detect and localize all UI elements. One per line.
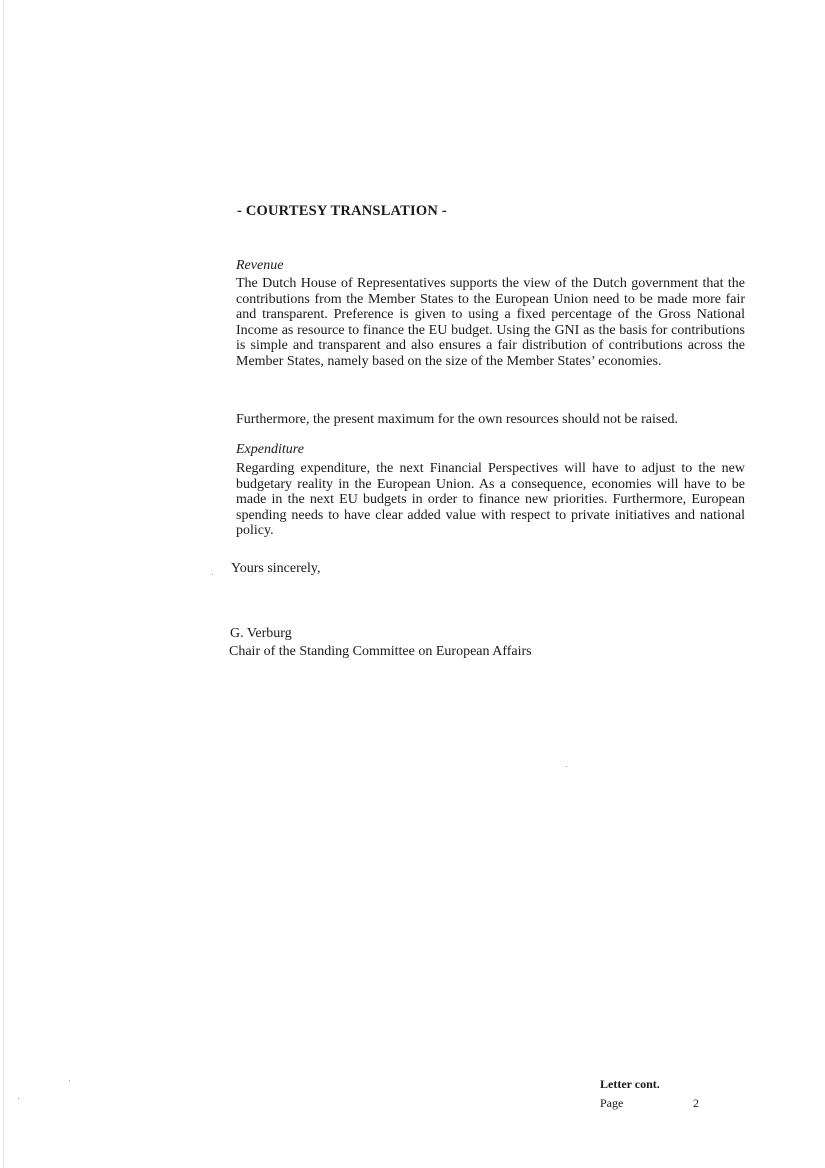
- page-label: Page: [600, 1096, 624, 1110]
- letter-continued-label: Letter cont.: [600, 1077, 660, 1091]
- page-number: 2: [693, 1096, 699, 1110]
- revenue-paragraph: The Dutch House of Representatives supports the view of the Dutch government that the contributions from the Member States to the European Union need to be made more fair and transparent. Preference is given to using a fixed percentage of the Gross National Income as resource to finance the EU budget. Using the GNI as the basis for contributions is simple and transparent and also ensures a fair distribution of contributions across the Member States, namely based on the size of the Member States’ economies.: [236, 276, 745, 369]
- own-resources-paragraph: Furthermore, the present maximum for the own resources should not be raised.: [236, 412, 679, 427]
- scan-speck: [566, 766, 567, 767]
- expenditure-title: Expenditure: [236, 442, 304, 457]
- scan-speck: [69, 1080, 70, 1081]
- scan-speck: [18, 1098, 19, 1099]
- document-heading: - COURTESY TRANSLATION -: [237, 203, 447, 219]
- expenditure-paragraph: Regarding expenditure, the next Financial Perspectives will have to adjust to the new budgetary reality in the European Union. As a consequence, economies will have to be made in the next EU budgets in order to finance new priorities. Furthermore, European spending needs to have clear added value with respect to private initiatives and national policy.: [236, 461, 745, 539]
- closing-salutation: Yours sincerely,: [231, 561, 321, 576]
- signatory-name: G. Verburg: [230, 626, 292, 641]
- revenue-title: Revenue: [236, 258, 284, 273]
- scan-edge: [3, 0, 4, 1168]
- scan-speck: [212, 574, 213, 575]
- signatory-role: Chair of the Standing Committee on European Affairs: [229, 644, 532, 659]
